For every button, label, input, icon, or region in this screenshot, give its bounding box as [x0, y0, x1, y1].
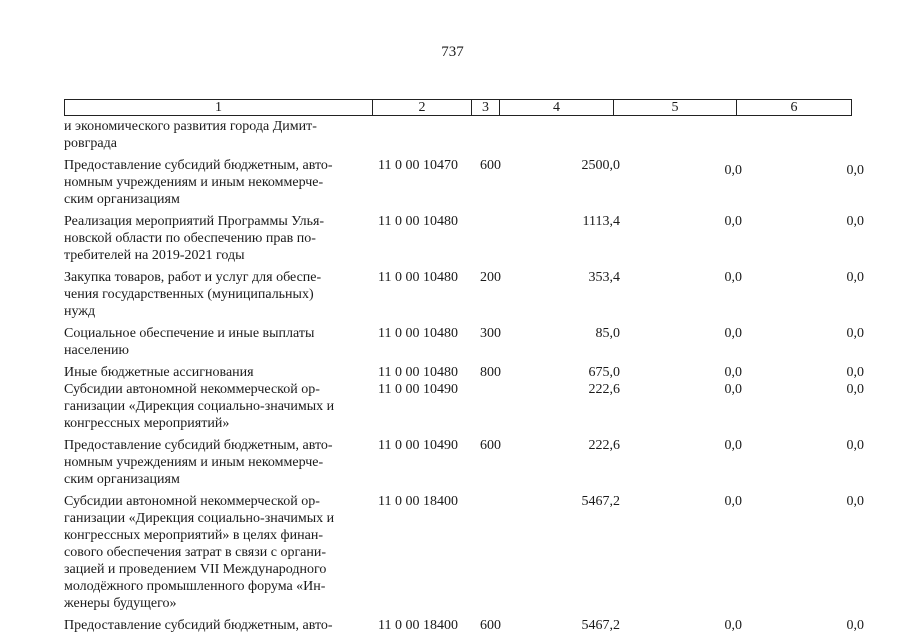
column-header-1: 1: [65, 100, 373, 116]
row-value-5: 0,0: [724, 214, 742, 229]
description-line: конгрессных мероприятий»: [64, 416, 230, 431]
row-code: 11 0 00 18400: [378, 618, 458, 633]
description-line: зацией и проведением VII Международного: [64, 562, 327, 577]
description-line: Предоставление субсидий бюджетным, авто-: [64, 158, 333, 173]
row-code: 11 0 00 10490: [378, 382, 458, 397]
table-row: [64, 118, 864, 152]
row-value-5: 0,0: [724, 326, 742, 341]
row-description: [64, 364, 368, 381]
description-line: Предоставление субсидий бюджетным, авто-: [64, 618, 333, 633]
description-line: номным учреждениям и иным некоммерче-: [64, 455, 324, 470]
description-line: ским организациям: [64, 192, 180, 207]
row-value-4: 675,0: [588, 365, 620, 380]
description-line: и экономического развития города Димит-: [64, 119, 317, 134]
column-header-5: 5: [614, 100, 737, 116]
description-line: Закупка товаров, работ и услуг для обеспе-: [64, 270, 322, 285]
description-line: населению: [64, 343, 129, 358]
row-value-6: 0,0: [846, 494, 864, 509]
table-row: [64, 157, 864, 208]
description-line: новской области по обеспечению прав по-: [64, 231, 316, 246]
row-description: [64, 381, 368, 432]
row-value-6: 0,0: [846, 438, 864, 453]
table-row: [64, 325, 864, 359]
description-line: конгрессных мероприятий» в целях финан-: [64, 528, 323, 543]
table-row: [64, 269, 864, 320]
row-value-4: 85,0: [595, 326, 620, 341]
row-value-4: 5467,2: [581, 494, 620, 509]
description-line: сового обеспечения затрат в связи с органи-: [64, 545, 327, 560]
table-row: [64, 493, 864, 612]
row-value-6: 0,0: [846, 163, 864, 178]
row-description: [64, 437, 368, 488]
row-code: 11 0 00 10470: [378, 158, 458, 173]
row-value-5: 0,0: [724, 270, 742, 285]
column-header-4: 4: [500, 100, 614, 116]
row-value-6: 0,0: [846, 382, 864, 397]
row-description: [64, 325, 368, 359]
column-header-3: 3: [472, 100, 500, 116]
table-row: [64, 437, 864, 488]
row-value-6: 0,0: [846, 270, 864, 285]
row-description: [64, 269, 368, 320]
row-description: [64, 617, 368, 634]
row-value-4: 5467,2: [581, 618, 620, 633]
description-line: Иные бюджетные ассигнования: [64, 365, 254, 380]
row-code: 11 0 00 10480: [378, 214, 458, 229]
table-row: [64, 381, 864, 432]
description-line: Субсидии автономной некоммерческой ор-: [64, 382, 320, 397]
row-value-6: 0,0: [846, 365, 864, 380]
description-line: ганизации «Дирекция социально-значимых и: [64, 511, 335, 526]
column-header-row: [64, 99, 852, 116]
row-value-6: 0,0: [846, 326, 864, 341]
row-type: 800: [480, 365, 501, 380]
row-description: [64, 493, 368, 612]
row-code: 11 0 00 10480: [378, 270, 458, 285]
row-value-5: 0,0: [724, 494, 742, 509]
description-line: Социальное обеспечение и иные выплаты: [64, 326, 315, 341]
row-type: 600: [480, 438, 501, 453]
row-value-5: 0,0: [724, 618, 742, 633]
description-line: Субсидии автономной некоммерческой ор-: [64, 494, 320, 509]
row-value-6: 0,0: [846, 214, 864, 229]
row-type: 600: [480, 158, 501, 173]
row-value-4: 222,6: [588, 382, 620, 397]
row-code: 11 0 00 10480: [378, 365, 458, 380]
row-value-4: 222,6: [588, 438, 620, 453]
description-line: нужд: [64, 304, 96, 319]
row-value-4: 2500,0: [581, 158, 620, 173]
table-row: [64, 364, 864, 381]
page-number: 737: [441, 44, 464, 60]
row-value-4: 353,4: [588, 270, 620, 285]
row-type: 200: [480, 270, 501, 285]
column-header-6: 6: [737, 100, 852, 116]
row-description: [64, 157, 368, 208]
row-value-5: 0,0: [724, 382, 742, 397]
row-description: [64, 213, 368, 264]
row-value-6: 0,0: [846, 618, 864, 633]
description-line: номным учреждениям и иным некоммерче-: [64, 175, 324, 190]
row-value-4: 1113,4: [582, 214, 620, 229]
description-line: молодёжного промышленного форума «Ин-: [64, 579, 326, 594]
row-code: 11 0 00 10490: [378, 438, 458, 453]
description-line: требителей на 2019-2021 годы: [64, 248, 245, 263]
column-header-2: 2: [373, 100, 472, 116]
table-row: [64, 617, 864, 634]
description-line: Предоставление субсидий бюджетным, авто-: [64, 438, 333, 453]
table-row: [64, 213, 864, 264]
description-line: женеры будущего»: [64, 596, 177, 611]
description-line: ганизации «Дирекция социально-значимых и: [64, 399, 335, 414]
row-type: 600: [480, 618, 501, 633]
row-value-5: 0,0: [724, 365, 742, 380]
row-code: 11 0 00 18400: [378, 494, 458, 509]
row-type: 300: [480, 326, 501, 341]
row-code: 11 0 00 10480: [378, 326, 458, 341]
description-line: чения государственных (муниципальных): [64, 287, 314, 302]
description-line: Реализация мероприятий Программы Улья-: [64, 214, 325, 229]
budget-table-body: [64, 118, 864, 639]
row-value-5: 0,0: [724, 438, 742, 453]
description-line: ровграда: [64, 136, 117, 151]
description-line: ским организациям: [64, 472, 180, 487]
row-value-5: 0,0: [724, 163, 742, 178]
row-description: [64, 118, 368, 152]
